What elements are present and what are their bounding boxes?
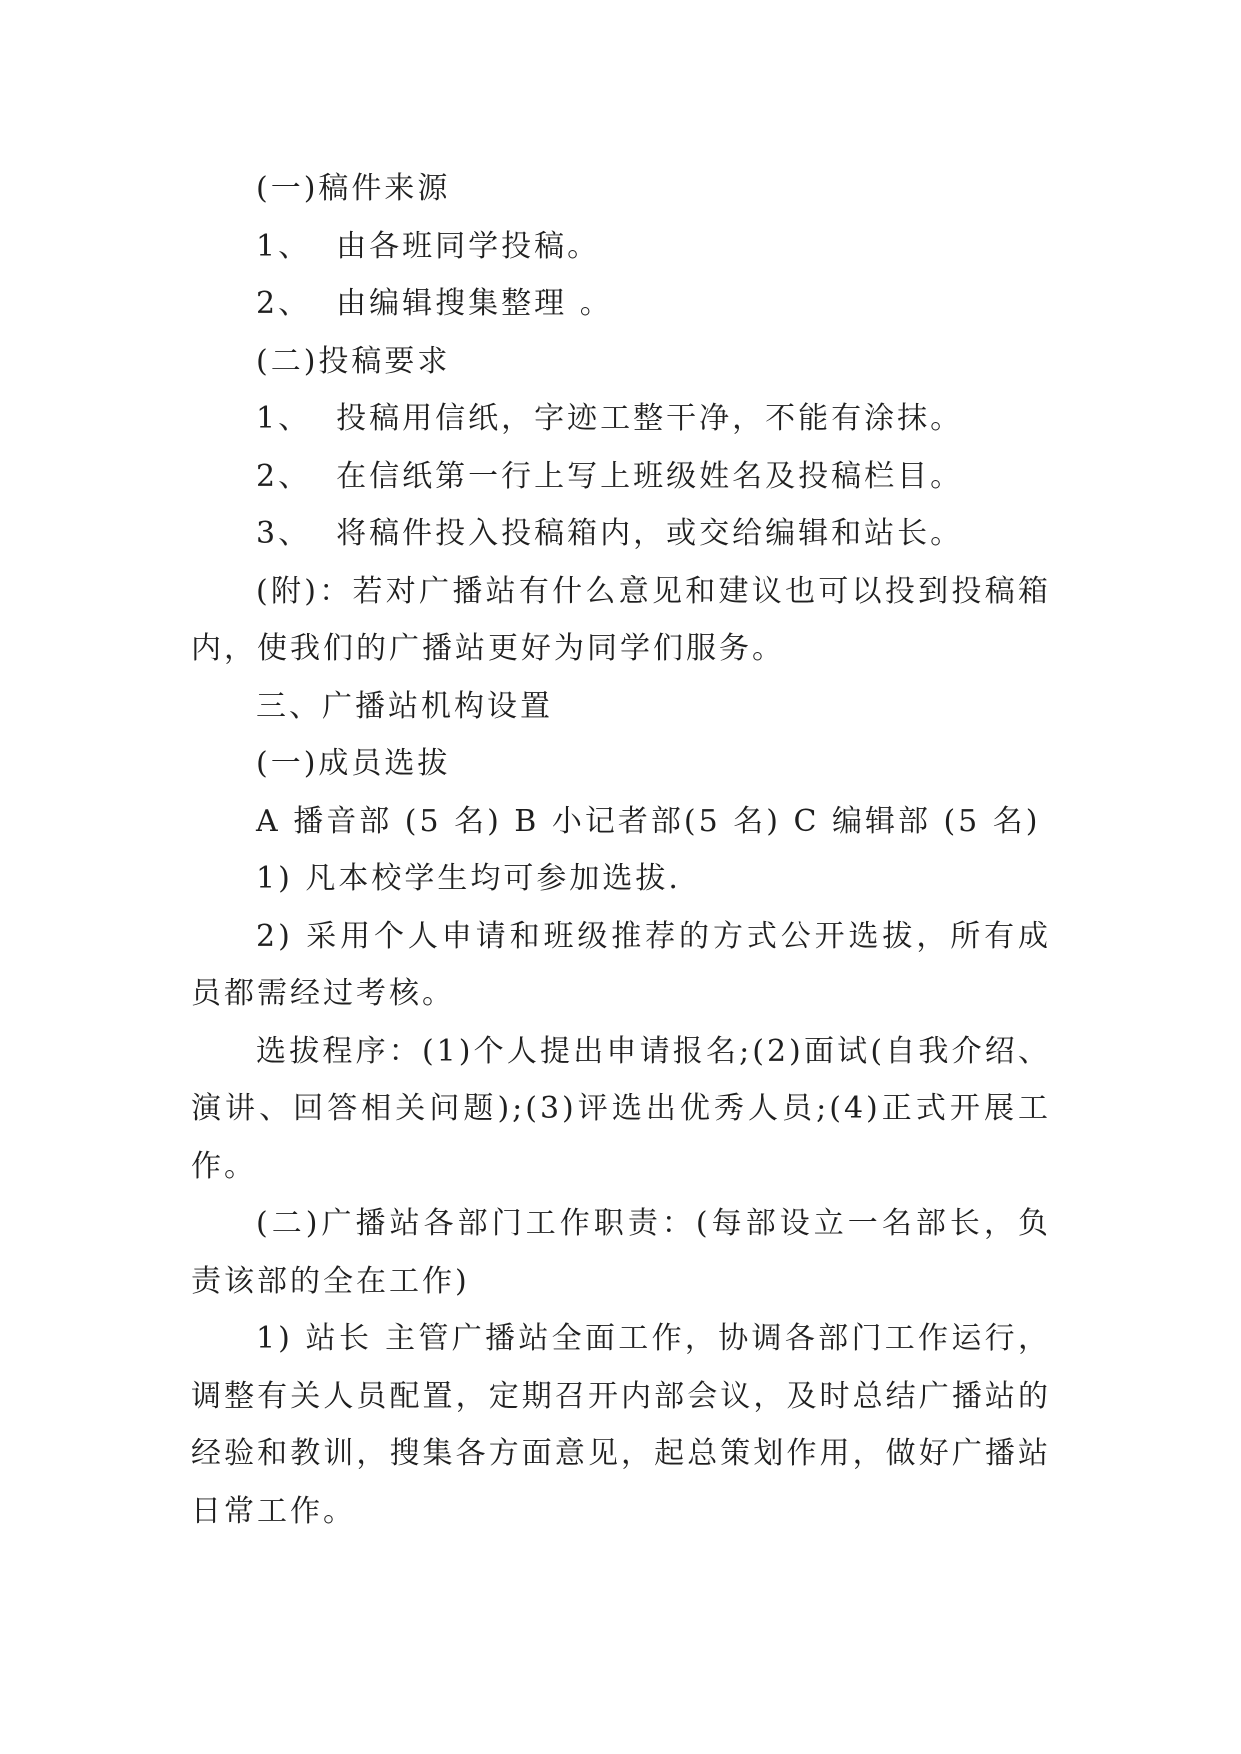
list-item: 1、 投稿用信纸，字迹工整干净，不能有涂抹。 xyxy=(256,401,964,436)
station-head-duties-paragraph: 1) 站长 主管广播站全面工作，协调各部门工作运行，调整有关人员配置，定期召开内部会议，及时总结广播站的经验和教训，搜集各方面意见，起总策划作用，做好广播站日常工作。 xyxy=(191,1321,1051,1529)
selection-procedure-paragraph: 选拔程序：(1)个人提出申请报名;(2)面试(自我介绍、演讲、回答相关问题);(3)评选出优秀人员;(4)正式开展工作。 xyxy=(191,1033,1051,1184)
subheading-submission-requirements: (二)投稿要求 xyxy=(256,343,451,379)
list-item: 2、 在信纸第一行上写上班级姓名及投稿栏目。 xyxy=(256,458,964,494)
list-item: 1、 由各班同学投稿。 xyxy=(256,228,601,264)
subheading-department-duties: (二)广播站各部门工作职责：(每部设立一名部长，负责该部的全在工作) xyxy=(191,1206,1051,1299)
list-item: 2) 采用个人申请和班级推荐的方式公开选拔，所有成员都需经过考核。 xyxy=(191,918,1051,1011)
list-item: 1) 凡本校学生均可参加选拔. xyxy=(256,861,681,896)
section-heading-organization: 三、广播站机构设置 xyxy=(256,688,553,724)
departments-line: A 播音部 (5 名) B 小记者部(5 名) C 编辑部 (5 名) xyxy=(256,803,1041,839)
appendix-paragraph: (附)：若对广播站有什么意见和建议也可以投到投稿箱内，使我们的广播站更好为同学们服务。 xyxy=(191,573,1051,666)
list-item: 3、 将稿件投入投稿箱内，或交给编辑和站长。 xyxy=(256,516,964,551)
subheading-member-selection: (一)成员选拔 xyxy=(256,746,451,781)
subheading-manuscript-source: (一)稿件来源 xyxy=(256,171,451,206)
document-body xyxy=(191,160,1051,1540)
list-item: 2、 由编辑搜集整理 。 xyxy=(256,286,613,321)
